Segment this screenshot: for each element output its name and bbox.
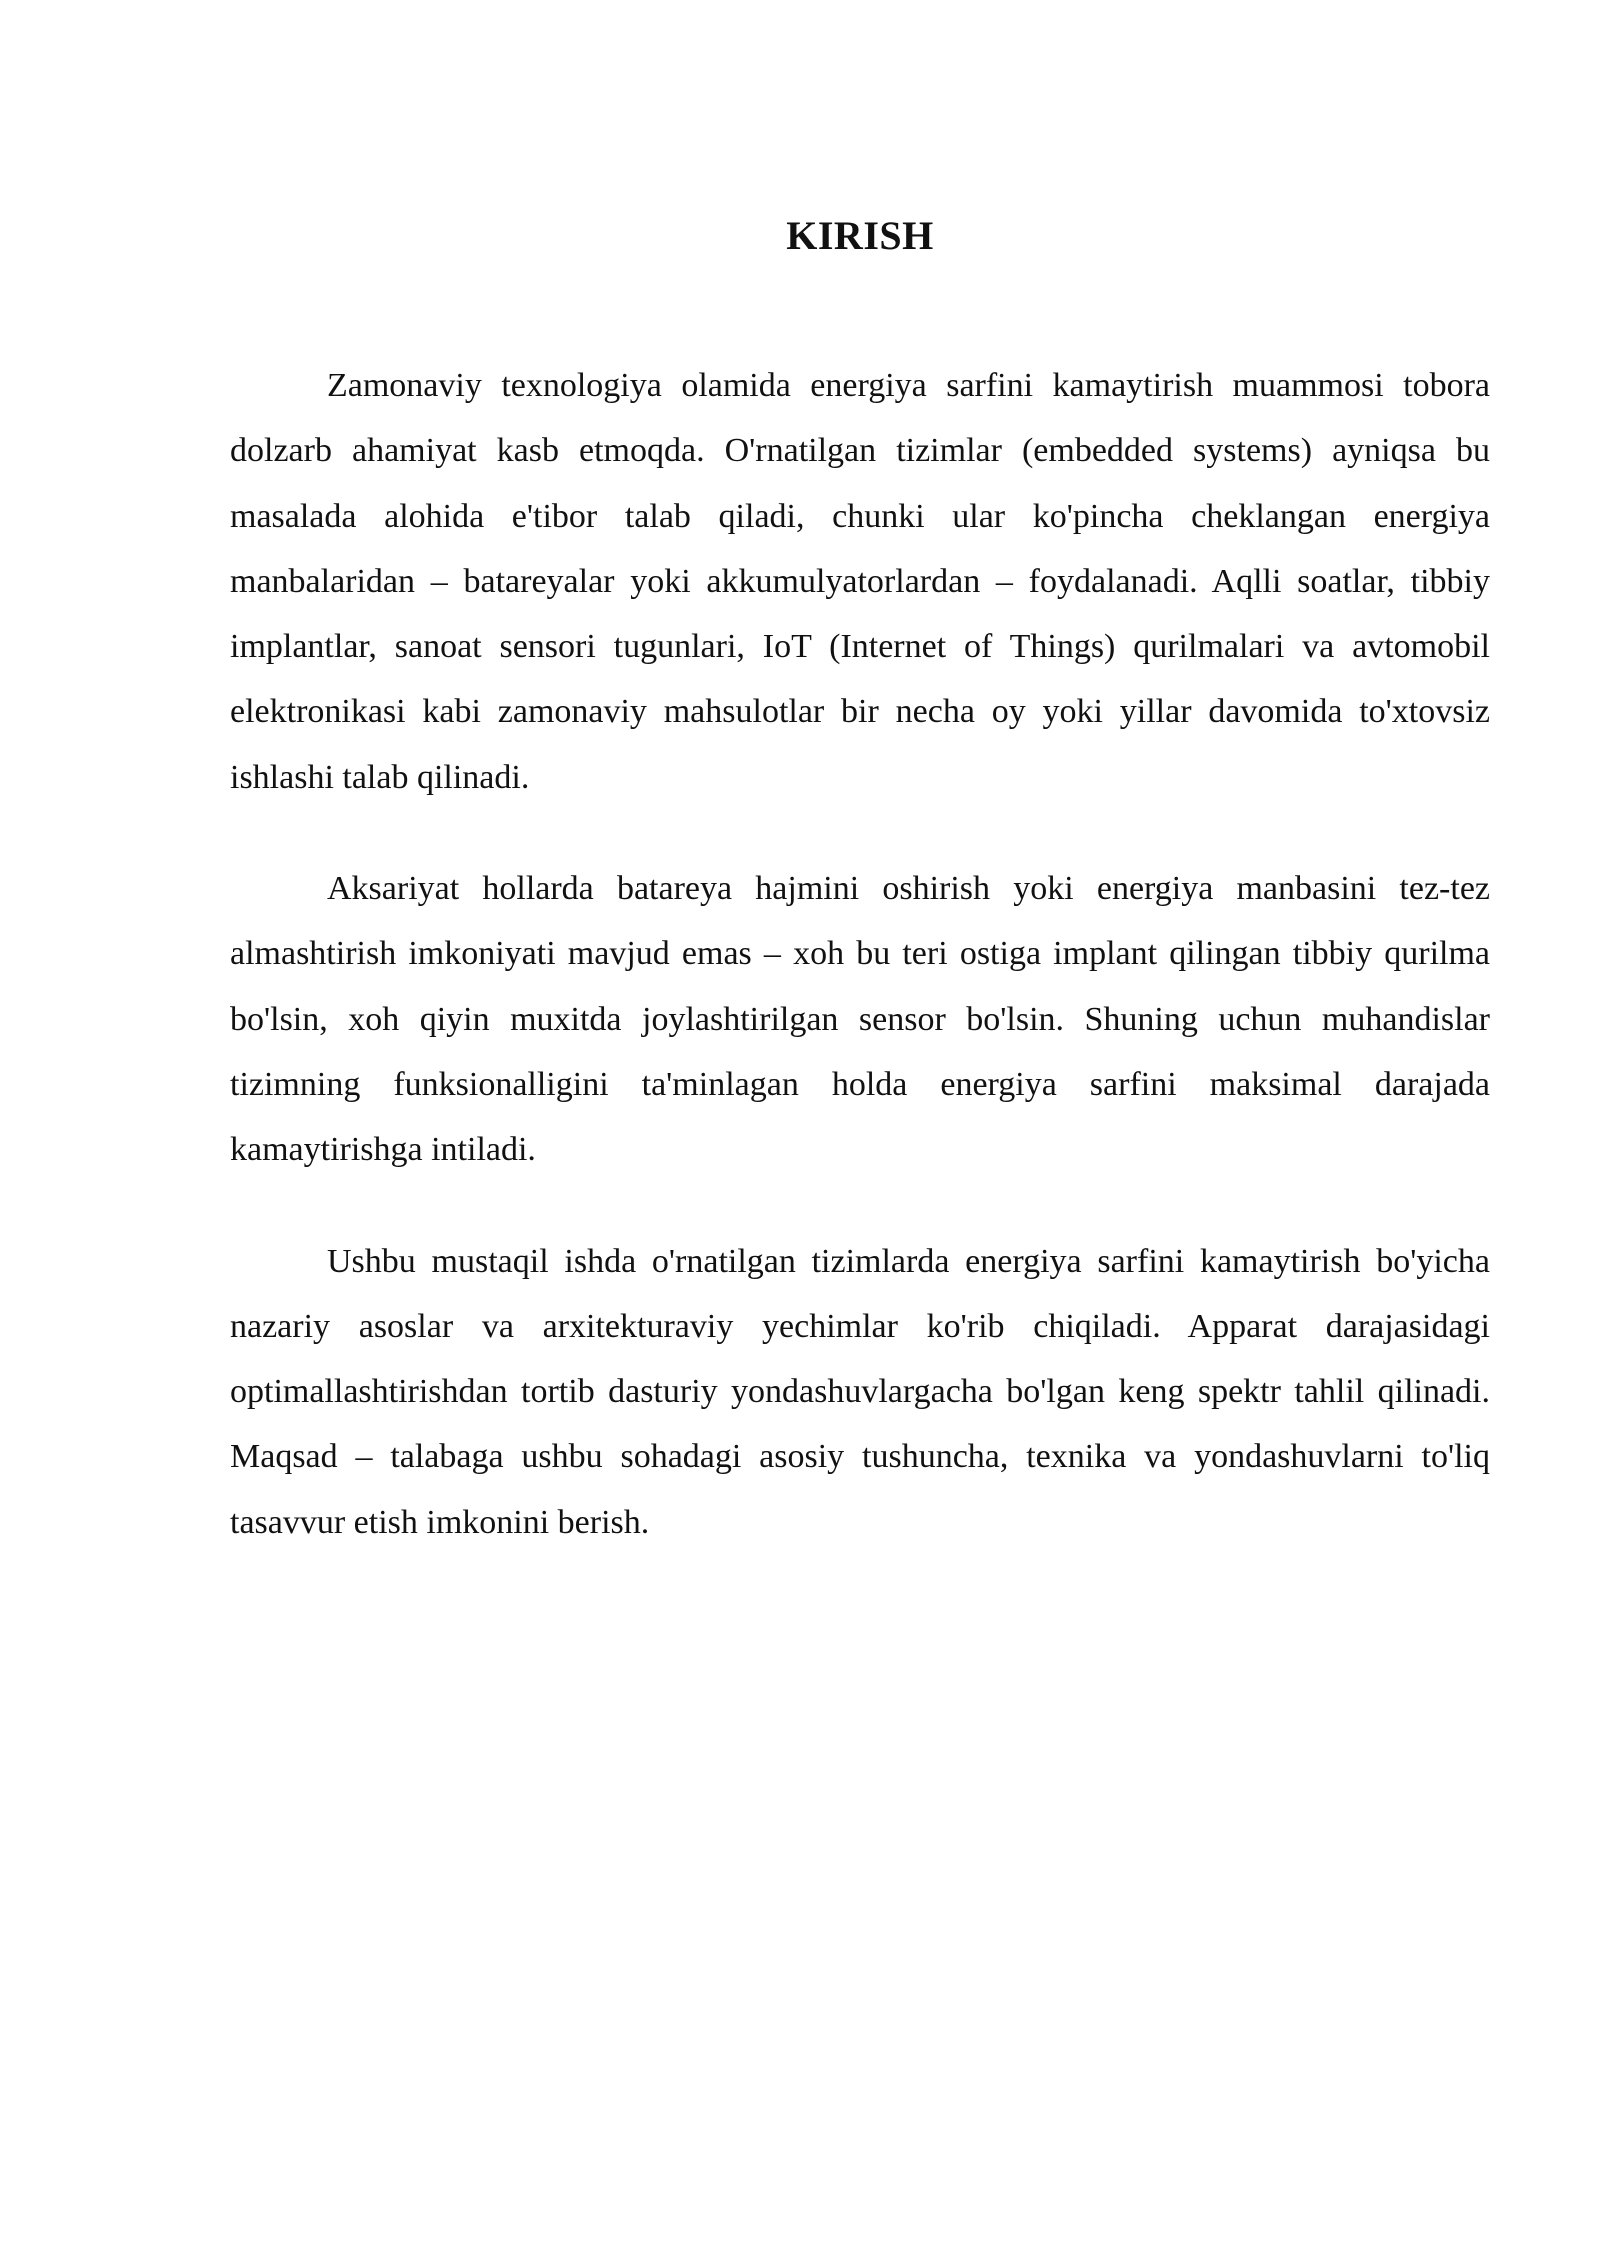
paragraph-2: Aksariyat hollarda batareya hajmini oshirish yoki energiya manbasini tez-tez almashtirish imkoniyati mavjud emas – xoh bu teri ostiga implant qilingan tibbiy qurilma bo'lsin, xoh qiyin muxitda joylashtirilgan sensor bo'lsin. Shuning uchun muhandislar tizimning funksionalligini ta'minlagan holda energiya sarfini maksimal darajada kamaytirishga intiladi. bbox=[230, 870, 1490, 1169]
document-body bbox=[230, 353, 1490, 1601]
paragraph-3: Ushbu mustaqil ishda o'rnatilgan tizimlarda energiya sarfini kamaytirish bo'yicha nazariy asoslar va arxitekturaviy yechimlar ko'rib chiqiladi. Apparat darajasidagi optimallashtirishdan tortib dasturiy yondashuvlargacha bo'lgan keng spektr tahlil qilinadi. Maqsad – talabaga ushbu sohadagi asosiy tushuncha, texnika va yondashuvlarni to'liq tasavvur etish imkonini berish. bbox=[230, 1242, 1490, 1541]
paragraph-1: Zamonaviy texnologiya olamida energiya sarfini kamaytirish muammosi tobora dolzarb ahamiyat kasb etmoqda. O'rnatilgan tizimlar (embedded systems) ayniqsa bu masalada alohida e'tibor talab qiladi, chunki ular ko'pincha cheklangan energiya manbalaridan – batareyalar yoki akkumulyatorlardan – foydalanadi. Aqlli soatlar, tibbiy implantlar, sanoat sensori tugunlari, IoT (Internet of Things) qurilmalari va avtomobil elektronikasi kabi zamonaviy mahsulotlar bir necha oy yoki yillar davomida to'xtovsiz ishlashi talab qilinadi. bbox=[230, 367, 1490, 796]
page-title: KIRISH bbox=[786, 213, 934, 258]
